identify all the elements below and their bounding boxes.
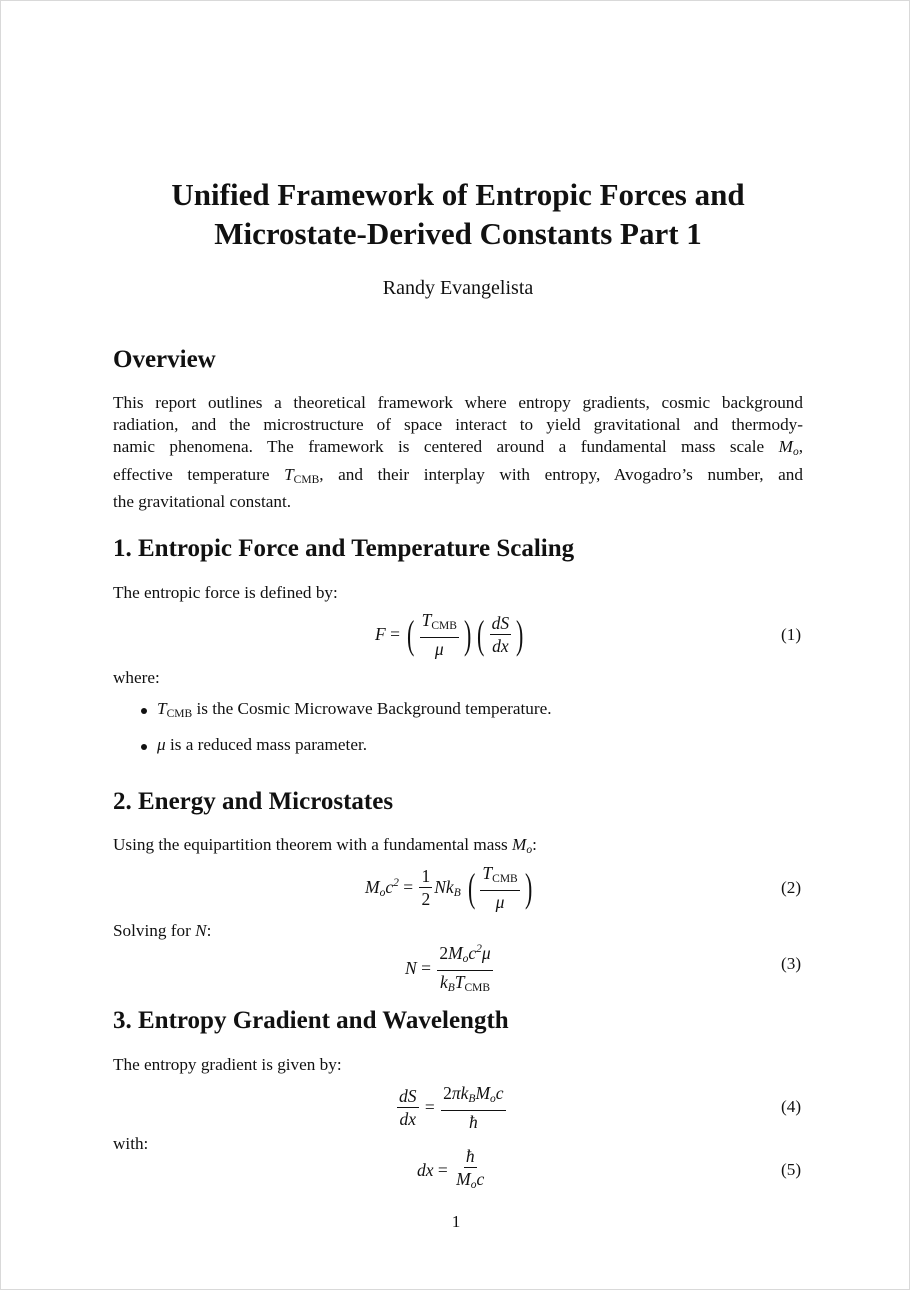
section-3-heading: 3. Entropy Gradient and Wavelength bbox=[113, 1007, 509, 1034]
bullet-item-mu: μ is a reduced mass parameter. bbox=[157, 735, 368, 754]
bullet-item-tcmb: $T_{CMB}$ is the Cosmic Microwave Background temperature. bbox=[157, 699, 552, 720]
section-1-intro: The entropic force is defined by: bbox=[113, 583, 338, 602]
overview-paragraph bbox=[113, 392, 803, 513]
equation-2-number: (2) bbox=[781, 878, 802, 897]
equation-3: N = $\frac{2M_oc^2\mu}{k_BT_{CMB}}$ bbox=[405, 939, 495, 998]
overview-line-5: the gravitational constant. bbox=[113, 491, 292, 511]
section-3-intro: The entropy gradient is given by: bbox=[113, 1055, 342, 1074]
title-line-2: Microstate-Derived Constants Part 1 bbox=[214, 216, 702, 251]
bullet-icon bbox=[141, 708, 147, 714]
section-1-heading: 1. Entropic Force and Temperature Scaling bbox=[113, 535, 575, 562]
section-2-heading: 2. Energy and Microstates bbox=[113, 788, 394, 815]
equation-3-number: (3) bbox=[781, 954, 802, 973]
equation-1-number: (1) bbox=[781, 625, 802, 644]
equation-4-number: (4) bbox=[781, 1097, 802, 1116]
title-line-1: Unified Framework of Entropic Forces and bbox=[171, 177, 745, 212]
overview-line-2: radiation, and the microstructure of space interact to yield gravitational and thermody- bbox=[113, 415, 803, 435]
equation-4: $\frac{dS}{dx}$ = $\frac{2\pi k_BM_oc}{ħ}$ bbox=[399, 1083, 504, 1132]
equation-5-number: (5) bbox=[781, 1160, 802, 1179]
paper-title bbox=[81, 175, 835, 253]
page-number: 1 bbox=[451, 1212, 461, 1231]
overview-line-1: This report outlines a theoretical framework where entropy gradients, cosmic background bbox=[113, 393, 803, 412]
bullet-icon bbox=[141, 744, 147, 750]
equation-1: F = ( $\frac{T_{CMB}}{\mu}$ ) ( $\frac{dS}{dx}$ ) bbox=[375, 610, 524, 659]
equation-5: dx = $\frac{ħ}{M_oc}$ bbox=[417, 1146, 485, 1191]
equation-2: $M_oc^2$ = $\frac{1}{2}$ $Nk_B$ ( $\frac{T_{CMB}}{\mu}$ ) bbox=[365, 863, 533, 912]
overview-line-4: effective temperature $T_{CMB}$, and their interplay with entropy, Avogadro’s number, and bbox=[113, 464, 803, 486]
section-2-intro: Using the equipartition theorem with a fundamental mass $M_o$: bbox=[113, 835, 537, 856]
overview-line-3: namic phenomena. The framework is centered around a fundamental mass scale $M_o$, bbox=[113, 437, 803, 459]
with-label: with: bbox=[113, 1134, 149, 1153]
solving-label: Solving for N: bbox=[113, 921, 212, 940]
author-name: Randy Evangelista bbox=[382, 277, 534, 299]
where-label: where: bbox=[113, 668, 160, 687]
overview-heading: Overview bbox=[113, 346, 216, 373]
